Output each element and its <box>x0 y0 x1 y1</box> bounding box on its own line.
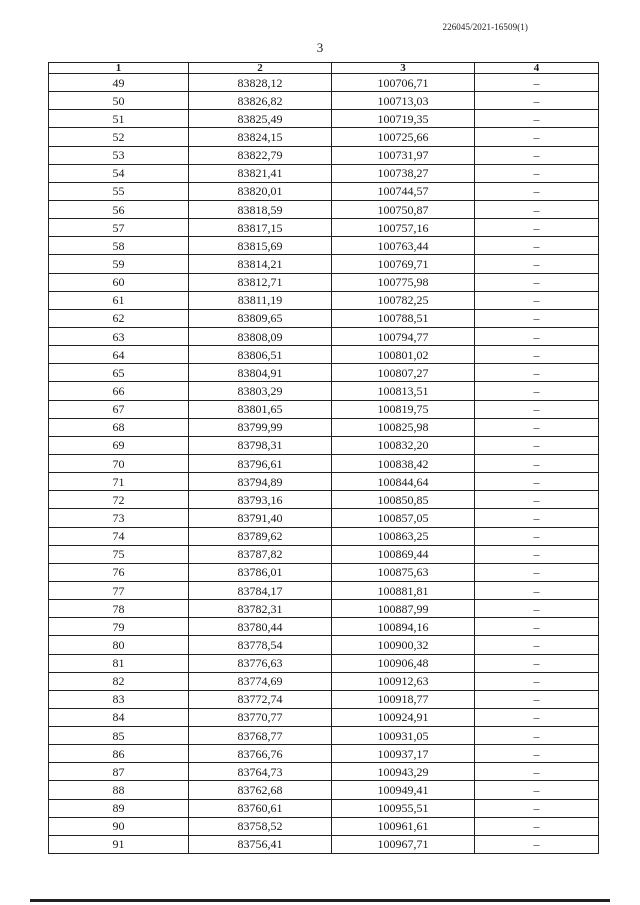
table-cell: – <box>475 237 599 255</box>
table-row <box>49 563 599 581</box>
table-cell: 100900,32 <box>332 636 475 654</box>
table-cell: 100757,16 <box>332 219 475 237</box>
table-row <box>49 454 599 472</box>
table-cell: 83774,69 <box>189 672 332 690</box>
table-cell: 83782,31 <box>189 600 332 618</box>
table-cell: – <box>475 654 599 672</box>
table-cell: – <box>475 255 599 273</box>
table-cell: 83806,51 <box>189 346 332 364</box>
table-row <box>49 727 599 745</box>
table-cell: 100949,41 <box>332 781 475 799</box>
table-cell: 100881,81 <box>332 581 475 599</box>
table-cell: – <box>475 781 599 799</box>
table-cell: 78 <box>49 600 189 618</box>
table-cell: 76 <box>49 563 189 581</box>
table-cell: 54 <box>49 164 189 182</box>
table-cell: – <box>475 164 599 182</box>
table-cell: – <box>475 309 599 327</box>
table-row <box>49 291 599 309</box>
table-cell: 83791,40 <box>189 509 332 527</box>
document-id: 226045/2021-16509(1) <box>442 22 528 32</box>
table-cell: 100750,87 <box>332 200 475 218</box>
table-row <box>49 110 599 128</box>
table-cell: 83824,15 <box>189 128 332 146</box>
table-cell: 83818,59 <box>189 200 332 218</box>
table-cell: – <box>475 291 599 309</box>
table-row <box>49 745 599 763</box>
table-row <box>49 146 599 164</box>
table-cell: 69 <box>49 436 189 454</box>
table-cell: – <box>475 436 599 454</box>
table-cell: 66 <box>49 382 189 400</box>
table-row <box>49 636 599 654</box>
table-cell: – <box>475 690 599 708</box>
table-cell: 83820,01 <box>189 182 332 200</box>
table-cell: 83808,09 <box>189 327 332 345</box>
table-cell: 61 <box>49 291 189 309</box>
table-cell: – <box>475 618 599 636</box>
table-cell: 56 <box>49 200 189 218</box>
table-cell: 83770,77 <box>189 708 332 726</box>
table-cell: – <box>475 581 599 599</box>
table-cell: 100813,51 <box>332 382 475 400</box>
table-cell: 83764,73 <box>189 763 332 781</box>
table-cell: 100713,03 <box>332 92 475 110</box>
table-row <box>49 618 599 636</box>
table-cell: 51 <box>49 110 189 128</box>
column-header: 3 <box>332 63 475 74</box>
table-cell: 100857,05 <box>332 509 475 527</box>
table-row <box>49 364 599 382</box>
table-cell: 100850,85 <box>332 491 475 509</box>
table-cell: 100844,64 <box>332 473 475 491</box>
table-cell: 100731,97 <box>332 146 475 164</box>
table-cell: 100894,16 <box>332 618 475 636</box>
table-cell: 100961,61 <box>332 817 475 835</box>
table-row <box>49 799 599 817</box>
table-row <box>49 92 599 110</box>
table-cell: 83776,63 <box>189 654 332 672</box>
table-cell: – <box>475 600 599 618</box>
table-row <box>49 255 599 273</box>
table-cell: 100967,71 <box>332 835 475 853</box>
table-row <box>49 327 599 345</box>
table-cell: 83812,71 <box>189 273 332 291</box>
table-cell: 77 <box>49 581 189 599</box>
table-row <box>49 182 599 200</box>
table-cell: 100801,02 <box>332 346 475 364</box>
table-cell: 82 <box>49 672 189 690</box>
table-cell: 68 <box>49 418 189 436</box>
page-number: 3 <box>316 40 324 55</box>
table-cell: – <box>475 128 599 146</box>
column-header: 2 <box>189 63 332 74</box>
table-row <box>49 473 599 491</box>
table-cell: – <box>475 454 599 472</box>
table-cell: 83772,74 <box>189 690 332 708</box>
table-cell: 52 <box>49 128 189 146</box>
table-cell: 100725,66 <box>332 128 475 146</box>
table-header-row <box>49 63 599 74</box>
table-cell: 83768,77 <box>189 727 332 745</box>
table-cell: 83794,89 <box>189 473 332 491</box>
table-cell: – <box>475 763 599 781</box>
table-cell: – <box>475 400 599 418</box>
table-cell: – <box>475 708 599 726</box>
table-cell: 49 <box>49 74 189 92</box>
table-body <box>49 74 599 854</box>
table-cell: – <box>475 636 599 654</box>
table-row <box>49 654 599 672</box>
table-cell: – <box>475 219 599 237</box>
table-row <box>49 346 599 364</box>
table-cell: – <box>475 74 599 92</box>
table-cell: 83822,79 <box>189 146 332 164</box>
table-row <box>49 672 599 690</box>
table-cell: 100825,98 <box>332 418 475 436</box>
table-cell: 62 <box>49 309 189 327</box>
table-cell: 72 <box>49 491 189 509</box>
table-cell: 100832,20 <box>332 436 475 454</box>
table-row <box>49 600 599 618</box>
table-row <box>49 237 599 255</box>
table-cell: – <box>475 146 599 164</box>
table-row <box>49 817 599 835</box>
table-cell: 91 <box>49 835 189 853</box>
table-cell: 100769,71 <box>332 255 475 273</box>
column-header: 1 <box>49 63 189 74</box>
table-cell: 100943,29 <box>332 763 475 781</box>
table-cell: 83787,82 <box>189 545 332 563</box>
table-cell: 100782,25 <box>332 291 475 309</box>
table-cell: 100955,51 <box>332 799 475 817</box>
table-cell: – <box>475 672 599 690</box>
table-cell: 60 <box>49 273 189 291</box>
table-row <box>49 164 599 182</box>
table-cell: 75 <box>49 545 189 563</box>
table-cell: 83828,12 <box>189 74 332 92</box>
table-cell: 100838,42 <box>332 454 475 472</box>
table-row <box>49 509 599 527</box>
table-cell: 83 <box>49 690 189 708</box>
table-cell: – <box>475 509 599 527</box>
table-cell: – <box>475 182 599 200</box>
table-cell: 100719,35 <box>332 110 475 128</box>
table-cell: 83796,61 <box>189 454 332 472</box>
table-cell: 83793,16 <box>189 491 332 509</box>
table-cell: – <box>475 527 599 545</box>
table-cell: – <box>475 799 599 817</box>
table-cell: 90 <box>49 817 189 835</box>
table-cell: – <box>475 835 599 853</box>
table-cell: – <box>475 745 599 763</box>
table-cell: 83811,19 <box>189 291 332 309</box>
table-cell: 67 <box>49 400 189 418</box>
table-cell: – <box>475 545 599 563</box>
table-cell: 59 <box>49 255 189 273</box>
table-row <box>49 309 599 327</box>
table-row <box>49 545 599 563</box>
table-cell: 100924,91 <box>332 708 475 726</box>
table-row <box>49 436 599 454</box>
table-cell: – <box>475 817 599 835</box>
table-cell: – <box>475 364 599 382</box>
table-cell: 83804,91 <box>189 364 332 382</box>
table-cell: 100763,44 <box>332 237 475 255</box>
table-cell: 87 <box>49 763 189 781</box>
table-cell: 88 <box>49 781 189 799</box>
table-row <box>49 418 599 436</box>
table-cell: 83762,68 <box>189 781 332 799</box>
table-cell: – <box>475 92 599 110</box>
table-cell: – <box>475 491 599 509</box>
table-cell: 64 <box>49 346 189 364</box>
column-header: 4 <box>475 63 599 74</box>
table-cell: 100887,99 <box>332 600 475 618</box>
table-cell: 100706,71 <box>332 74 475 92</box>
table-cell: 100912,63 <box>332 672 475 690</box>
table-cell: 100744,57 <box>332 182 475 200</box>
table-row <box>49 400 599 418</box>
table-row <box>49 527 599 545</box>
table-cell: 100863,25 <box>332 527 475 545</box>
table-cell: 83821,41 <box>189 164 332 182</box>
table-cell: 53 <box>49 146 189 164</box>
table-cell: 89 <box>49 799 189 817</box>
table-cell: 83786,01 <box>189 563 332 581</box>
table-cell: 100937,17 <box>332 745 475 763</box>
table-cell: 55 <box>49 182 189 200</box>
table-row <box>49 781 599 799</box>
table-cell: 81 <box>49 654 189 672</box>
table-row <box>49 690 599 708</box>
table-cell: – <box>475 346 599 364</box>
table-cell: 83801,65 <box>189 400 332 418</box>
table-cell: 83826,82 <box>189 92 332 110</box>
table-cell: 73 <box>49 509 189 527</box>
table-row <box>49 219 599 237</box>
table-cell: 83789,62 <box>189 527 332 545</box>
table-row <box>49 74 599 92</box>
table-cell: 83814,21 <box>189 255 332 273</box>
table-cell: 100869,44 <box>332 545 475 563</box>
table-row <box>49 128 599 146</box>
bottom-divider <box>30 899 610 902</box>
table-cell: 84 <box>49 708 189 726</box>
table-cell: 100906,48 <box>332 654 475 672</box>
table-row <box>49 382 599 400</box>
table-cell: – <box>475 200 599 218</box>
table-cell: 100738,27 <box>332 164 475 182</box>
table-cell: 83756,41 <box>189 835 332 853</box>
table-cell: 100931,05 <box>332 727 475 745</box>
table-cell: – <box>475 727 599 745</box>
table-cell: 83809,65 <box>189 309 332 327</box>
table-cell: 74 <box>49 527 189 545</box>
table-cell: 83817,15 <box>189 219 332 237</box>
table-cell: 83815,69 <box>189 237 332 255</box>
table-cell: 83760,61 <box>189 799 332 817</box>
table-cell: 83798,31 <box>189 436 332 454</box>
table-row <box>49 835 599 853</box>
table-cell: 83766,76 <box>189 745 332 763</box>
table-row <box>49 581 599 599</box>
table-cell: 85 <box>49 727 189 745</box>
table-cell: 83803,29 <box>189 382 332 400</box>
table-cell: 57 <box>49 219 189 237</box>
table-cell: 80 <box>49 636 189 654</box>
table-cell: – <box>475 473 599 491</box>
table-cell: 63 <box>49 327 189 345</box>
table-cell: 100875,63 <box>332 563 475 581</box>
table-row <box>49 200 599 218</box>
table-cell: 65 <box>49 364 189 382</box>
table-cell: 86 <box>49 745 189 763</box>
table-cell: 83780,44 <box>189 618 332 636</box>
table-cell: 100775,98 <box>332 273 475 291</box>
table-cell: 100807,27 <box>332 364 475 382</box>
table-cell: – <box>475 273 599 291</box>
table-cell: – <box>475 110 599 128</box>
table-cell: 100794,77 <box>332 327 475 345</box>
table-cell: 100918,77 <box>332 690 475 708</box>
table-row <box>49 273 599 291</box>
table-row <box>49 491 599 509</box>
table-cell: 83758,52 <box>189 817 332 835</box>
table-cell: 83778,54 <box>189 636 332 654</box>
table-cell: 71 <box>49 473 189 491</box>
table-cell: 70 <box>49 454 189 472</box>
table-row <box>49 708 599 726</box>
table-cell: 83799,99 <box>189 418 332 436</box>
table-cell: – <box>475 418 599 436</box>
table-row <box>49 763 599 781</box>
coordinates-table <box>48 62 599 854</box>
table-cell: 58 <box>49 237 189 255</box>
table-cell: 79 <box>49 618 189 636</box>
table-cell: – <box>475 563 599 581</box>
table-cell: 100819,75 <box>332 400 475 418</box>
table-cell: 83825,49 <box>189 110 332 128</box>
table-cell: 83784,17 <box>189 581 332 599</box>
table-cell: – <box>475 382 599 400</box>
table-cell: 100788,51 <box>332 309 475 327</box>
table-cell: – <box>475 327 599 345</box>
table-cell: 50 <box>49 92 189 110</box>
